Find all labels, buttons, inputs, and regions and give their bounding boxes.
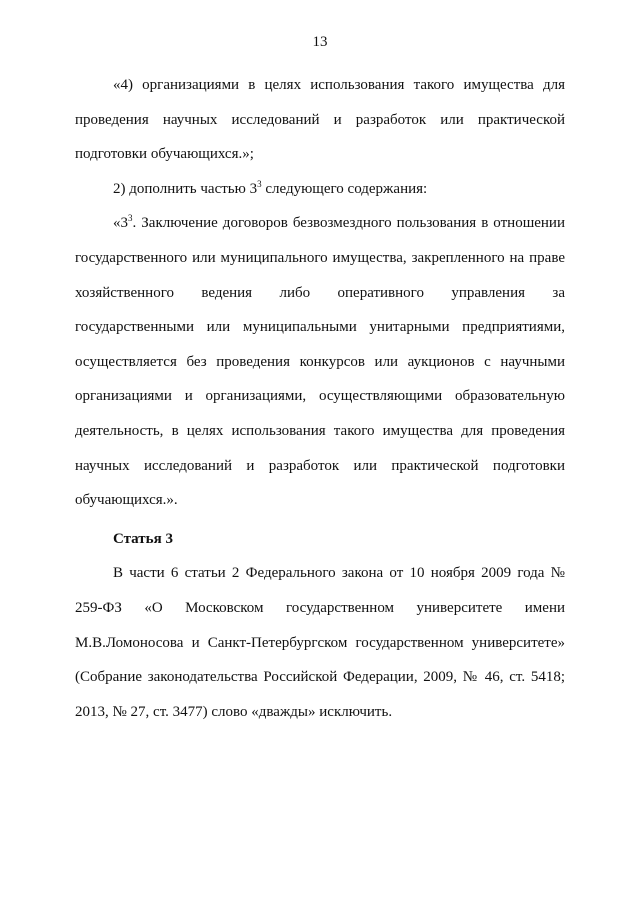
superscript-part-number: 3 (257, 178, 262, 189)
superscript-part-number-2: 3 (128, 213, 133, 224)
paragraph-amendment-2-tail: следующего содержания: (261, 180, 428, 197)
paragraph-part-3-3 (75, 206, 565, 517)
page-number: 13 (312, 34, 328, 50)
paragraph-part-3-3-start: «3 (113, 215, 128, 232)
paragraph-item-4: «4) организациями в целях использования такого имущества для проведения научных исследований и разработок или практической подготовки обучающихся.»; (75, 77, 565, 163)
paragraph-part-3-3-text: . Заключение договоров безвозмездного пользования в отношении государственного или муниципального имущества, закрепленного на праве хозяйственного ведения либо оперативного управления за государственными или муниципальными унитарными предприятиями, осуществляется без проведения конкурсов или аукционов с научными организациями и организациями, осуществляющими образовательную деятельность, в целях использования такого имущества для проведения научных исследований и разработок или практической подготовки обучающихся.». (75, 215, 565, 509)
paragraph-amendment-2 (75, 172, 565, 207)
paragraph-article-3: В части 6 статьи 2 Федерального закона от 10 ноября 2009 года № 259-ФЗ «О Московском государственном университете имени М.В.Ломоносова и Санкт-Петербургском государственном университете» (Собрание законодательства Российской Федерации, 2009, № 46, ст. 5418; 2013, № 27, ст. 3477) слово «дважды» исключить. (75, 565, 565, 720)
document-body (75, 68, 565, 729)
article-heading: Статья 3 (113, 530, 173, 547)
paragraph-amendment-2-text: 2) дополнить частью 3 (113, 180, 258, 197)
